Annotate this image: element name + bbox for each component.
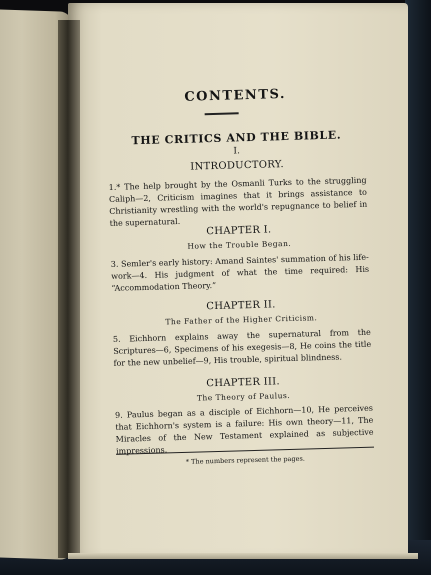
page-edge: [68, 553, 418, 559]
introductory-entry: 1.* The help brought by the Osmanli Turks to the struggling Caliph—2, Criticism imagines that it brings assistance to Christianity wrestling with the world's repugnance to belief in the supernatural.: [108, 175, 368, 228]
footnote: * The numbers represent the pages.: [185, 454, 305, 466]
introductory-heading: INTRODUCTORY.: [190, 159, 285, 173]
contents-title: CONTENTS.: [184, 86, 287, 105]
chapter-1-subtitle: How the Trouble Began.: [187, 238, 292, 251]
book-cover-edge: [405, 0, 431, 575]
chapter-3-heading: CHAPTER III.: [206, 376, 281, 390]
chapter-2-entry: 5. Eichhorn explains away the supernatural from the Scriptures—6, Specimens of his exegesis—8, He coins the title for the new unbelief—9, His trouble, spiritual blindness.: [112, 327, 372, 368]
chapter-2-heading: CHAPTER II.: [206, 299, 276, 313]
chapter-3-subtitle: The Theory of Paulus.: [196, 390, 291, 403]
section-number: I.: [233, 146, 241, 157]
chapter-1-entry: 3. Semler's early history: Amand Saintes' summation of his life-work—4. His judgment of what the time required: His “Accommodation Theory.”: [110, 252, 370, 293]
chapter-1-heading: CHAPTER I.: [206, 224, 272, 238]
chapter-2-subtitle: The Father of the Higher Criticism.: [165, 313, 318, 327]
chapter-3-entry: 9. Paulus began as a disciple of Eichhorn—10, He perceives that Eichhorn's system is a failure: His own theory—11, The Miracles of the New Testament explained as subjective impressions.: [114, 403, 374, 456]
book-gutter: [58, 20, 80, 558]
section-title: THE CRITICS AND THE BIBLE.: [131, 128, 342, 148]
